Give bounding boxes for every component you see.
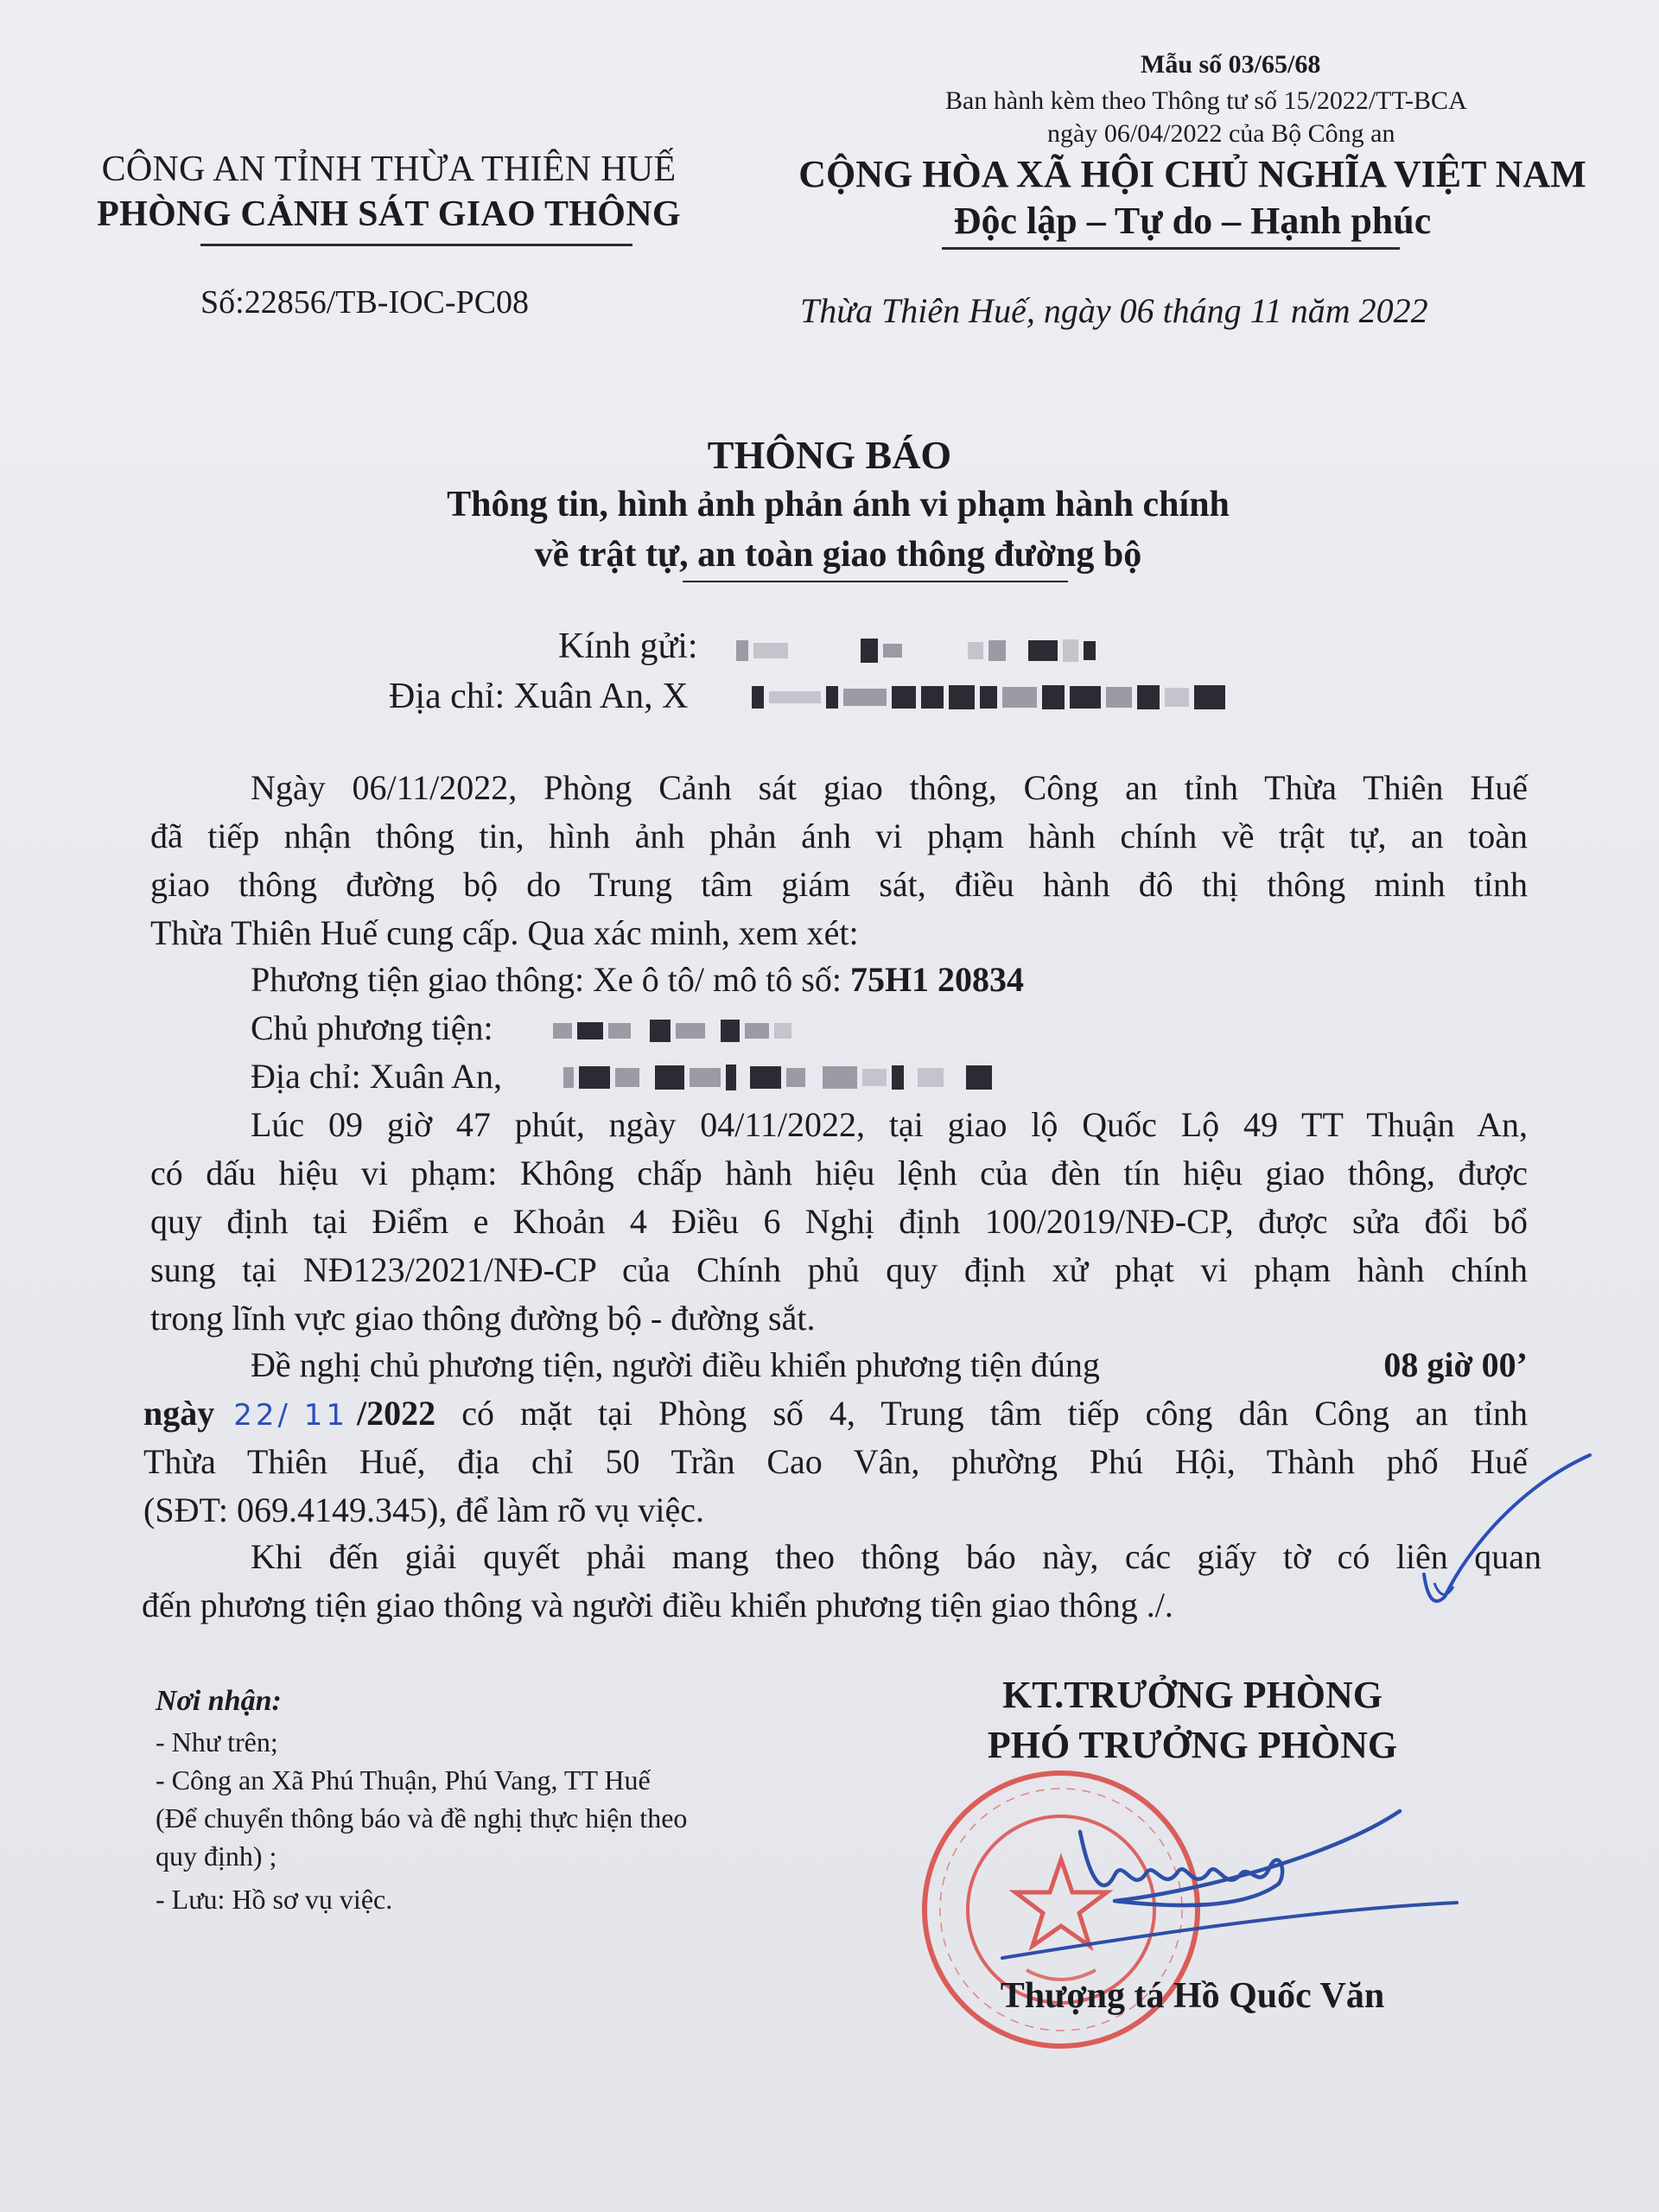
- body-p4-line1: Khi đến giải quyết phải mang theo thông báo này, các giấy tờ có liên quan: [251, 1537, 1541, 1576]
- document-number: Số:22856/TB-IOC-PC08: [200, 284, 530, 321]
- body-p3-line1-text: Đề nghị chủ phương tiện, người điều khiển phương tiện đúng: [251, 1345, 1100, 1384]
- handwritten-signature-icon: [985, 1806, 1469, 1979]
- appointment-day-label: ngày: [143, 1394, 215, 1433]
- body-p3-line1: [251, 1344, 1528, 1385]
- body-p2-line2: có dấu hiệu vi phạm: Không chấp hành hiệu lệnh của đèn tín hiệu giao thông, được: [150, 1154, 1528, 1192]
- recipient-label: Kính gửi:: [558, 626, 698, 666]
- vehicle-label: Phương tiện giao thông: Xe ô tô/ mô tô số:: [251, 960, 850, 999]
- recipient-address-label: Địa chỉ: Xuân An, X: [389, 677, 689, 716]
- body-p1-line3: giao thông đường bộ do Trung tâm giám sát, điều hành đô thị thông minh tỉnh: [150, 865, 1528, 904]
- issued-line-2: ngày 06/04/2022 của Bộ Công an: [1047, 119, 1395, 148]
- body-p1-line1: Ngày 06/11/2022, Phòng Cảnh sát giao thông, Công an tỉnh Thừa Thiên Huế: [251, 768, 1528, 807]
- nation-name: CỘNG HÒA XÃ HỘI CHỦ NGHĨA VIỆT NAM: [798, 153, 1586, 195]
- recipient-address-redacted: [752, 683, 1225, 712]
- owner-name-redacted: [553, 1018, 791, 1044]
- recipients-label: Nơi nhận:: [156, 1685, 282, 1717]
- appointment-year: /2022: [357, 1394, 436, 1433]
- signer-name: Thượng tá Hồ Quốc Văn: [1000, 1976, 1385, 2016]
- issued-line-1: Ban hành kèm theo Thông tư số 15/2022/TT-BCA: [945, 86, 1467, 115]
- document-title: THÔNG BÁO: [707, 433, 952, 477]
- owner-address-redacted: [563, 1063, 992, 1092]
- body-p4-line2: đến phương tiện giao thông và người điều khiển phương tiện giao thông ./.: [142, 1586, 1173, 1624]
- pen-check-mark: [1408, 1452, 1599, 1616]
- body-p3-line3: Thừa Thiên Huế, địa chỉ 50 Trần Cao Vân, phường Phú Hội, Thành phố Huế: [143, 1442, 1528, 1481]
- motto: Độc lập – Tự do – Hạnh phúc: [953, 200, 1432, 242]
- appointment-date-handwritten: 22/ 11: [233, 1398, 349, 1433]
- document-date: Thừa Thiên Huế, ngày 06 tháng 11 năm 2022: [800, 291, 1428, 330]
- document-subtitle-1: Thông tin, hình ảnh phản ánh vi phạm hành chính: [447, 485, 1230, 524]
- body-p1-line4: Thừa Thiên Huế cung cấp. Qua xác minh, xem xét:: [150, 913, 859, 952]
- body-p3-line2: [143, 1393, 1528, 1433]
- body-p2-line1: Lúc 09 giờ 47 phút, ngày 04/11/2022, tại giao lộ Quốc Lộ 49 TT Thuận An,: [251, 1105, 1528, 1144]
- body-p3-line4: (SĐT: 069.4149.345), để làm rõ vụ việc.: [143, 1491, 705, 1529]
- vehicle-plate: 75H1 20834: [849, 960, 1025, 999]
- signature-title-2: PHÓ TRƯỞNG PHÒNG: [987, 1724, 1398, 1766]
- title-underline: [683, 581, 1068, 582]
- appointment-time: 08 giờ 00’: [1383, 1345, 1528, 1384]
- motto-underline: [942, 247, 1400, 250]
- body-p2-line4: sung tại NĐ123/2021/NĐ-CP của Chính phủ quy định xử phạt vi phạm hành chính: [150, 1250, 1528, 1289]
- recipients-item-4: quy định) ;: [156, 1840, 277, 1872]
- recipients-item-3: (Để chuyển thông báo và đề nghị thực hiện theo: [156, 1802, 688, 1834]
- recipients-item-1: - Như trên;: [156, 1726, 278, 1758]
- form-number: Mẫu số 03/65/68: [1141, 50, 1321, 79]
- document-subtitle-2: về trật tự, an toàn giao thông đường bộ: [534, 535, 1142, 575]
- body-p2-line3: quy định tại Điểm e Khoản 4 Điều 6 Nghị định 100/2019/NĐ-CP, được sửa đổi bổ: [150, 1202, 1528, 1241]
- agency-unit: PHÒNG CẢNH SÁT GIAO THÔNG: [97, 194, 681, 234]
- recipients-item-5: - Lưu: Hồ sơ vụ việc.: [156, 1884, 393, 1915]
- signature-title-1: KT.TRƯỞNG PHÒNG: [1002, 1674, 1382, 1716]
- agency-parent: CÔNG AN TỈNH THỪA THIÊN HUẾ: [101, 149, 677, 189]
- recipient-name-redacted: [736, 638, 1096, 664]
- agency-underline: [200, 244, 632, 246]
- recipients-item-2: - Công an Xã Phú Thuận, Phú Vang, TT Huế: [156, 1764, 651, 1796]
- vehicle-line: [251, 959, 1024, 1000]
- body-p1-line2: đã tiếp nhận thông tin, hình ảnh phản ánh vi phạm hành chính về trật tự, an toàn: [150, 817, 1528, 855]
- appointment-location: có mặt tại Phòng số 4, Trung tâm tiếp công dân Công an tỉnh: [435, 1394, 1528, 1433]
- body-p2-line5: trong lĩnh vực giao thông đường bộ - đường sắt.: [150, 1299, 816, 1338]
- owner-address-label: Địa chỉ: Xuân An,: [251, 1057, 503, 1096]
- owner-label: Chủ phương tiện:: [251, 1008, 493, 1047]
